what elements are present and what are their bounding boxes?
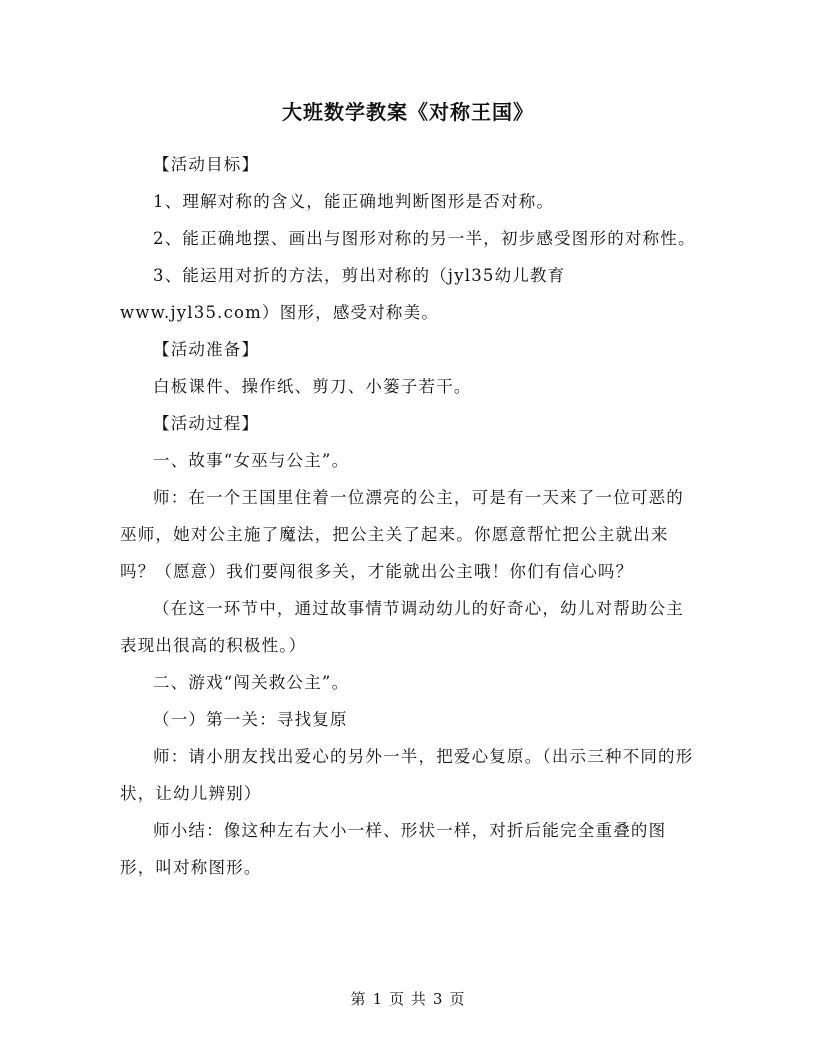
section-heading-preparation: 【活动准备】 xyxy=(153,340,260,359)
goal-item-2: 2、能正确地摆、画出与图形对称的另一半，初步感受图形的对称性。 xyxy=(153,229,696,248)
level-1-heading: （一）第一关：寻找复原 xyxy=(153,710,348,729)
footer-total-pages: 3 xyxy=(432,990,444,1008)
document-body xyxy=(120,146,700,886)
level-1-instruction: 师：请小朋友找出爱心的另外一半，把爱心复原。（出示三种不同的形状，让幼儿辨别） xyxy=(120,747,694,803)
goal-item-1: 1、理解对称的含义，能正确地判断图形是否对称。 xyxy=(153,192,555,211)
goal-item-3: 3、能运用对折的方法，剪出对称的（jyl35幼儿教育 xyxy=(153,266,566,285)
footer-suffix: 页 xyxy=(449,990,466,1008)
document-title: 大班数学教案《对称王国》 xyxy=(282,100,534,124)
story-note-paragraph: （在这一环节中，通过故事情节调动幼儿的好奇心，幼儿对帮助公主表现出很高的积极性。） xyxy=(120,599,684,655)
footer-prefix: 第 xyxy=(350,990,367,1008)
teacher-story-paragraph: 师：在一个王国里住着一位漂亮的公主，可是有一天来了一位可恶的巫师，她对公主施了魔法，把公主关了起来。你愿意帮忙把公主就出来吗？（愿意）我们要闯很多关，才能就出公主哦！你们有信心吗？ xyxy=(120,488,684,581)
section-heading-goals: 【活动目标】 xyxy=(153,155,260,174)
footer-page-number: 1 xyxy=(372,990,384,1008)
section-heading-process: 【活动过程】 xyxy=(153,414,260,433)
process-step-1-heading: 一、故事“女巫与公主”。 xyxy=(153,451,350,470)
teacher-summary: 师小结：像这种左右大小一样、形状一样，对折后能完全重叠的图形，叫对称图形。 xyxy=(120,821,667,877)
goal-item-3-continued: www.jyl35.com）图形，感受对称美。 xyxy=(120,303,440,322)
footer-middle: 页 共 xyxy=(389,990,427,1008)
page-footer xyxy=(0,988,816,1009)
preparation-text: 白板课件、操作纸、剪刀、小篓子若干。 xyxy=(153,377,472,396)
process-step-2-heading: 二、游戏“闯关救公主”。 xyxy=(153,673,350,692)
